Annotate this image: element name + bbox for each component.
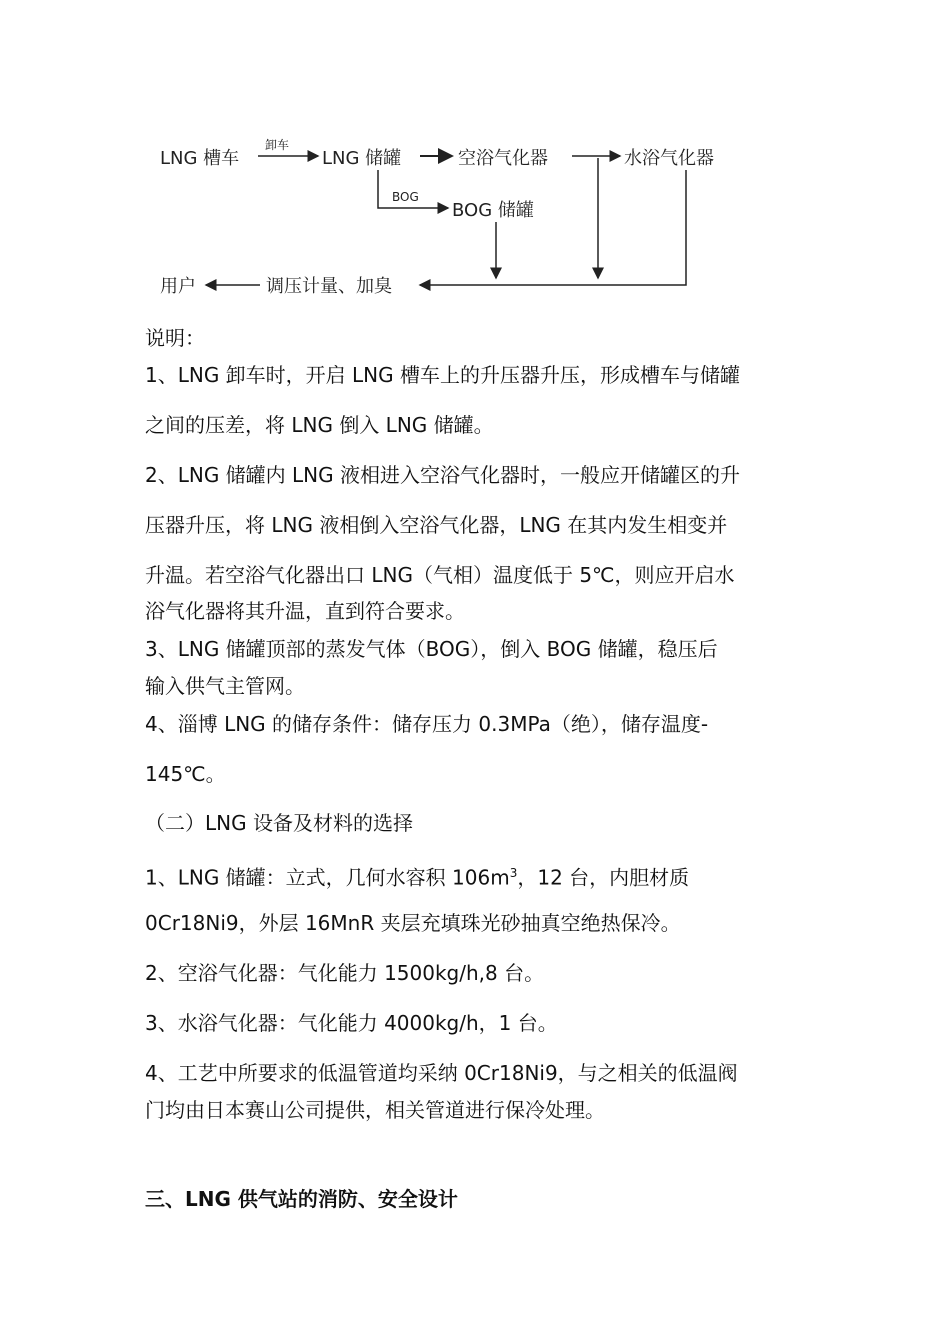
paragraph-line: 4、工艺中所要求的低温管道均采纳 0Cr18Ni9，与之相关的低温阀 bbox=[145, 1061, 738, 1085]
paragraph-line: 2、LNG 储罐内 LNG 液相进入空浴气化器时，一般应开储罐区的升 bbox=[145, 463, 740, 487]
node-user: 用户 bbox=[160, 276, 196, 297]
paragraph-line: 升温。若空浴气化器出口 LNG（气相）温度低于 5℃，则应开启水 bbox=[145, 563, 735, 587]
node-bog-tank: BOG 储罐 bbox=[452, 200, 534, 221]
paragraph-line: 3、LNG 储罐顶部的蒸发气体（BOG），倒入 BOG 储罐，稳压后 bbox=[145, 637, 718, 661]
paragraph-line: 145℃。 bbox=[145, 762, 226, 786]
paragraph-line: 1、LNG 卸车时，开启 LNG 槽车上的升压器升压，形成槽车与储罐 bbox=[145, 363, 740, 387]
section-heading: 三、LNG 供气站的消防、安全设计 bbox=[145, 1187, 458, 1211]
superscript-3: 3 bbox=[509, 866, 518, 880]
node-lng-storage: LNG 储罐 bbox=[322, 148, 402, 169]
process-flow-diagram bbox=[150, 130, 750, 300]
equipment-line-end: ，12 台，内胆材质 bbox=[517, 865, 690, 890]
node-air-vaporizer: 空浴气化器 bbox=[458, 148, 548, 169]
paragraph-line: 之间的压差，将 LNG 倒入 LNG 储罐。 bbox=[145, 413, 494, 437]
note-title: 说明： bbox=[145, 326, 205, 350]
paragraph-line: 2、空浴气化器：气化能力 1500kg/h,8 台。 bbox=[145, 961, 545, 985]
paragraph-line: 门均由日本赛山公司提供，相关管道进行保冷处理。 bbox=[145, 1098, 605, 1122]
paragraph-line: 浴气化器将其升温，直到符合要求。 bbox=[145, 599, 465, 623]
paragraph-line: 3、水浴气化器：气化能力 4000kg/h，1 台。 bbox=[145, 1011, 558, 1035]
edge-label-bog: BOG bbox=[392, 190, 419, 204]
node-water-vaporizer: 水浴气化器 bbox=[624, 148, 714, 169]
paragraph-line: 压器升压，将 LNG 液相倒入空浴气化器，LNG 在其内发生相变并 bbox=[145, 513, 728, 537]
section-subheading: （二）LNG 设备及材料的选择 bbox=[145, 811, 413, 835]
equipment-line-start: 1、LNG 储罐：立式，几何水容积 106m bbox=[145, 865, 510, 890]
paragraph-line bbox=[145, 860, 810, 891]
node-regulate-meter-odorize: 调压计量、加臭 bbox=[266, 276, 392, 297]
edge-label-unload: 卸车 bbox=[265, 138, 290, 152]
paragraph-line: 输入供气主管网。 bbox=[145, 674, 305, 698]
line-water-down bbox=[420, 170, 686, 285]
node-lng-tanker: LNG 槽车 bbox=[160, 148, 240, 169]
paragraph-line: 0Cr18Ni9，外层 16MnR 夹层充填珠光砂抽真空绝热保冷。 bbox=[145, 911, 681, 935]
paragraph-line: 4、淄博 LNG 的储存条件：储存压力 0.3MPa（绝），储存温度- bbox=[145, 712, 709, 736]
